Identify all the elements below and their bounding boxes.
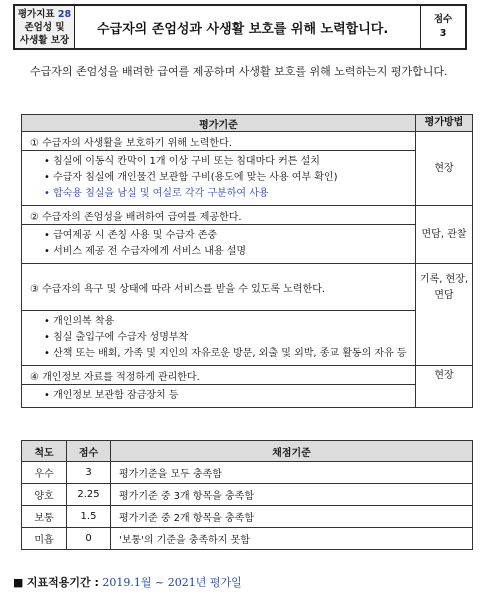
- method-1: 현장: [416, 132, 473, 206]
- score-label: 점수: [433, 14, 453, 25]
- criteria-details-3: [22, 311, 473, 366]
- category-line2: 사생활 보장: [19, 34, 70, 46]
- scale-cell: 보통: [22, 506, 67, 528]
- detail-3-1: • 개인의복 착용: [44, 316, 115, 327]
- standard-cell: 평가기준 중 3개 항목을 충족함: [111, 484, 473, 506]
- criteria-title-4: ④ 개인정보 자료를 적정하게 관리한다.: [22, 366, 416, 385]
- indicator-header: [13, 4, 467, 50]
- period-dates: 2019.1월 ~ 2021년 평가일: [102, 576, 242, 589]
- criteria-details-4: [22, 385, 473, 408]
- col-score-header: 점수: [67, 441, 111, 462]
- square-bullet-icon: ■: [13, 576, 24, 589]
- criteria-title-3: ③ 수급자의 욕구 및 상태에 따라 서비스를 받을 수 있도록 노력한다.: [22, 264, 416, 311]
- score-row: [22, 506, 473, 528]
- score-row: [22, 484, 473, 506]
- score-value: 3: [439, 28, 447, 39]
- criteria-item-4: [22, 366, 473, 385]
- intro-text: 수급자의 존엄성을 배려한 급여를 제공하며 사생활 보호를 위해 노력하는지 평가합니다.: [30, 65, 448, 78]
- scale-cell: 양호: [22, 484, 67, 506]
- col-criteria-header: 평가기준: [22, 115, 416, 132]
- method-2: 면담, 관찰: [416, 206, 473, 264]
- detail-1-2: • 수급자 침실에 개인물건 보관함 구비(용도에 맞는 사용 여부 확인): [44, 172, 338, 183]
- method-3: [416, 264, 473, 366]
- criteria-item-1: [22, 132, 473, 151]
- detail-1-1: • 침실에 이동식 칸막이 1개 이상 구비 또는 침대마다 커튼 설치: [44, 156, 320, 167]
- score-header-row: [22, 441, 473, 462]
- score-row: [22, 528, 473, 550]
- indicator-number: 28: [57, 8, 72, 20]
- indicator-badge: [15, 6, 75, 48]
- criteria-item-3: [22, 264, 473, 311]
- score-table: [21, 440, 473, 550]
- standard-cell: 평가기준을 모두 충족함: [111, 462, 473, 484]
- application-period: [13, 574, 242, 590]
- score-cell: 1.5: [67, 506, 111, 528]
- detail-3-2: • 침실 출입구에 수급자 성명부착: [44, 332, 189, 343]
- col-method-header: 평가방법: [416, 115, 473, 132]
- method-3-line2: 면담: [434, 290, 454, 301]
- score-row: [22, 462, 473, 484]
- criteria-table: [21, 114, 473, 408]
- detail-1-3: • 합숙용 침실을 남실 및 여실로 각각 구분하여 사용: [44, 188, 269, 199]
- indicator-label: 평가지표: [17, 8, 55, 20]
- criteria-title-2: ② 수급자의 존엄성을 배려하여 급여를 제공한다.: [22, 206, 416, 225]
- criteria-item-2: [22, 206, 473, 225]
- standard-cell: 평가기준 중 2개 항목을 충족함: [111, 506, 473, 528]
- col-scale-header: 척도: [22, 441, 67, 462]
- detail-3-3: • 산책 또는 배회, 가족 및 지인의 자유로운 방문, 외출 및 외박, 종교 활동의 자유 등: [44, 348, 407, 359]
- method-3-line1: 기록, 현장,: [419, 274, 469, 285]
- criteria-details-2: [22, 225, 473, 264]
- score-cell: 2.25: [67, 484, 111, 506]
- period-label: 지표적용기간 :: [26, 576, 99, 589]
- indicator-title: 수급자의 존엄성과 사생활 보호를 위해 노력합니다.: [97, 21, 389, 37]
- category-line1: 존엄성 및: [24, 21, 65, 33]
- criteria-header-row: [22, 115, 473, 132]
- score-cell: 0: [67, 528, 111, 550]
- detail-2-1: • 급여제공 시 존칭 사용 및 수급자 존중: [44, 230, 218, 241]
- scale-cell: 우수: [22, 462, 67, 484]
- scale-cell: 미흡: [22, 528, 67, 550]
- standard-cell: '보통'의 기준을 충족하지 못함: [111, 528, 473, 550]
- score-box: [420, 6, 465, 48]
- criteria-details-1: [22, 151, 473, 206]
- detail-4-1: • 개인정보 보관함 잠금장치 등: [44, 390, 179, 401]
- detail-2-2: • 서비스 제공 전 수급자에게 서비스 내용 설명: [44, 246, 247, 257]
- score-cell: 3: [67, 462, 111, 484]
- method-4: 현장: [416, 366, 473, 408]
- col-standard-header: 채점기준: [111, 441, 473, 462]
- criteria-title-1: ① 수급자의 사생활을 보호하기 위해 노력한다.: [22, 132, 416, 151]
